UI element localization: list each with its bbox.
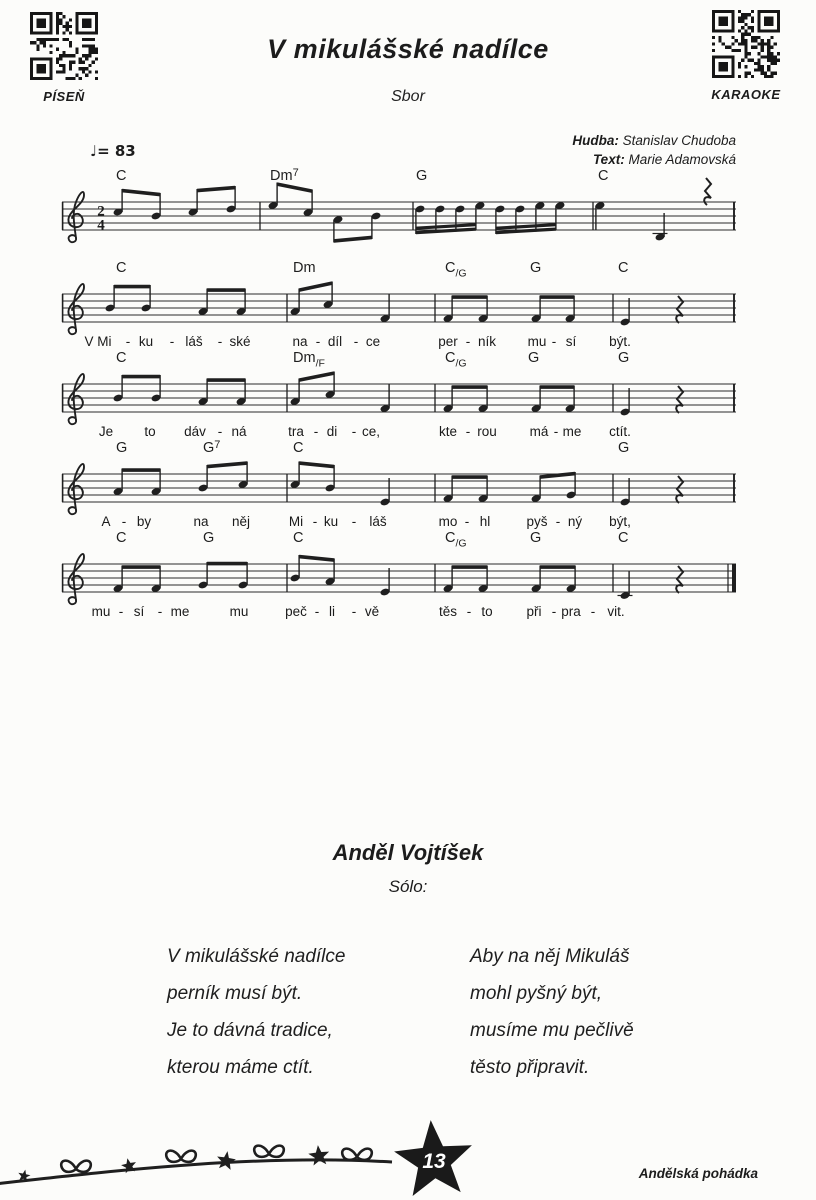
- verse-line: kterou máme ctít.: [167, 1057, 314, 1078]
- lyric-syllable: -: [312, 514, 318, 529]
- verse-line: těsto připravit.: [470, 1057, 590, 1078]
- lyric-syllable: má: [529, 424, 549, 439]
- lyric-syllable: -: [351, 424, 357, 439]
- chord-label: C: [116, 530, 127, 546]
- lyric-syllable: -: [555, 514, 561, 529]
- lyric-syllable: ku: [138, 334, 154, 349]
- chord-label: $G^7$: [203, 439, 221, 456]
- lyric-syllable: -: [169, 334, 175, 349]
- chord-label: C: [293, 530, 304, 546]
- chord-label: Dm: [293, 260, 316, 276]
- chord-label: C: [618, 530, 629, 546]
- lyric-syllable: -: [351, 604, 357, 619]
- lyric-syllable: sí: [133, 604, 145, 619]
- lyric-syllable: -: [314, 604, 320, 619]
- lyric-syllable: -: [121, 514, 127, 529]
- page-number: 13: [422, 1150, 446, 1173]
- lyric-syllable: ce,: [361, 424, 381, 439]
- verse-column-right: [470, 938, 634, 1086]
- bow-icon: [342, 1149, 372, 1160]
- chord-label: C: [116, 168, 127, 184]
- section-subheading: Sólo:: [388, 877, 428, 896]
- lyric-syllable: -: [125, 334, 131, 349]
- chord-label: C: [116, 260, 127, 276]
- credit-text-value: Marie Adamovská: [624, 152, 736, 167]
- treble-clef-icon: [68, 464, 84, 514]
- lyric-syllable: -: [118, 604, 124, 619]
- lyric-syllable: A: [101, 514, 111, 529]
- lyric-syllable: ctít.: [609, 424, 631, 439]
- bow-icon: [61, 1161, 91, 1172]
- lyric-syllable: na: [292, 334, 308, 349]
- star-icon: [217, 1151, 236, 1170]
- lyric-syllable: -: [315, 334, 321, 349]
- music-system-5: [60, 524, 750, 624]
- chord-label: $C_{/G}$: [445, 260, 467, 280]
- lyric-syllable: mu: [527, 334, 547, 349]
- lyric-syllable: vit.: [607, 604, 625, 619]
- chord-label: $C_{/G}$: [445, 350, 467, 370]
- treble-clef-icon: [68, 374, 84, 424]
- bow-icon: [166, 1151, 196, 1162]
- verse-line: musíme mu pečlivě: [470, 1020, 634, 1041]
- quarter-rest-icon: [676, 476, 683, 503]
- lyric-syllable: láš: [185, 334, 203, 349]
- treble-clef-icon: [68, 554, 84, 604]
- lyric-syllable: -: [465, 334, 471, 349]
- lyric-syllable: ná: [231, 424, 247, 439]
- lyric-syllable: pyš: [526, 514, 548, 529]
- quarter-rest-icon: [704, 178, 711, 205]
- lyric-syllable: -: [313, 424, 319, 439]
- lyric-syllable: sí: [565, 334, 577, 349]
- quarter-rest-icon: [676, 386, 683, 413]
- quarter-rest-icon: [676, 566, 683, 593]
- lyric-syllable: di: [326, 424, 338, 439]
- section-heading: Anděl Vojtíšek: [332, 840, 484, 865]
- chord-label: G: [530, 530, 542, 546]
- chord-label: $Dm_{/F}$: [293, 350, 325, 370]
- chord-label: C: [598, 168, 609, 184]
- lyric-syllable: vě: [364, 604, 380, 619]
- quarter-rest-icon: [676, 296, 683, 323]
- lyric-syllable: to: [481, 604, 493, 619]
- lyric-syllable: rou: [477, 424, 497, 439]
- lyric-syllable: ské: [229, 334, 251, 349]
- svg-text:4: 4: [97, 217, 105, 234]
- verse-line: Je to dávná tradice,: [167, 1020, 333, 1041]
- lyric-syllable: -: [157, 604, 163, 619]
- chord-label: G: [618, 440, 630, 456]
- chord-label: G: [116, 440, 128, 456]
- lyric-syllable: tra: [288, 424, 304, 439]
- lyric-syllable: být.: [609, 334, 631, 349]
- treble-clef-icon: [68, 284, 84, 334]
- lyric-syllable: -: [353, 334, 359, 349]
- verse-line: perník musí být.: [167, 983, 303, 1004]
- lyric-syllable: mu: [91, 604, 111, 619]
- lyric-syllable: me: [170, 604, 190, 619]
- svg-text:2: 2: [97, 203, 105, 220]
- lyric-syllable: to: [144, 424, 156, 439]
- chord-label: G: [528, 350, 540, 366]
- chord-label: Dm$^7$: [270, 167, 299, 184]
- lyric-syllable: peč: [285, 604, 307, 619]
- lyric-syllable: me: [562, 424, 582, 439]
- credit-music: [572, 131, 736, 150]
- chord-label: $C_{/G}$: [445, 530, 467, 550]
- credit-music-label: Hudba:: [572, 133, 619, 148]
- lyric-syllable: ce: [365, 334, 381, 349]
- lyric-syllable: díl: [327, 334, 343, 349]
- credit-music-value: Stanislav Chudoba: [618, 133, 736, 148]
- verse-column-left: [167, 938, 345, 1086]
- chord-label: G: [203, 530, 215, 546]
- lyric-syllable: Je: [98, 424, 114, 439]
- lyric-syllable: -: [217, 334, 223, 349]
- book-title: Andělská pohádka: [638, 1166, 758, 1181]
- lyric-syllable: -: [464, 514, 470, 529]
- lyric-syllable: kte: [438, 424, 458, 439]
- verse-line: Aby na něj Mikuláš: [470, 946, 630, 967]
- lyric-syllable: láš: [369, 514, 387, 529]
- lyric-syllable: -: [217, 424, 223, 439]
- lyric-syllable: hl: [479, 514, 491, 529]
- qr-pisen-label: PÍSEŇ: [43, 89, 85, 104]
- lyric-syllable: -: [351, 514, 357, 529]
- lyric-syllable: mo: [438, 514, 458, 529]
- lyric-syllable: něj: [231, 514, 251, 529]
- lyric-syllable: -: [551, 604, 557, 619]
- lyric-syllable: -: [465, 424, 471, 439]
- treble-clef-icon: [68, 192, 84, 242]
- chord-label: G: [530, 260, 542, 276]
- music-system-3: [60, 344, 750, 444]
- lyric-syllable: těs: [438, 604, 458, 619]
- lyric-syllable: -: [466, 604, 472, 619]
- lyric-syllable: ný: [567, 514, 583, 529]
- lyric-syllable: na: [193, 514, 209, 529]
- chord-label: C: [618, 260, 629, 276]
- lyric-syllable: ník: [477, 334, 497, 349]
- chord-label: C: [293, 440, 304, 456]
- music-system-4: [60, 434, 750, 534]
- page-subtitle: Sbor: [391, 88, 425, 105]
- lyric-syllable: mu: [229, 604, 249, 619]
- lyric-syllable: li: [329, 604, 335, 619]
- verse-line: mohl pyšný být,: [470, 983, 602, 1004]
- star-icon: [308, 1145, 329, 1165]
- tempo-marking: ♩= 83: [90, 142, 136, 160]
- page-title: V mikulášské nadílce: [267, 34, 549, 64]
- lyric-syllable: per: [438, 334, 458, 349]
- music-system-2: [60, 254, 750, 354]
- lyric-syllable: pra: [561, 604, 581, 619]
- lyric-syllable: při: [526, 604, 542, 619]
- bow-icon: [254, 1146, 284, 1157]
- lyric-syllable: by: [136, 514, 152, 529]
- chord-label: G: [618, 350, 630, 366]
- star-garland-decoration: [0, 1116, 816, 1200]
- verse-line: V mikulášské nadílce: [167, 946, 346, 967]
- lyric-syllable: -: [553, 424, 559, 439]
- lyric-syllable: V Mi: [84, 334, 112, 349]
- lyric-syllable: dáv: [184, 424, 206, 439]
- qr-karaoke-label: KARAOKE: [711, 87, 781, 102]
- lyric-syllable: -: [551, 334, 557, 349]
- lyric-syllable: Mi: [288, 514, 304, 529]
- lyric-syllable: ku: [323, 514, 339, 529]
- music-system-1: [60, 162, 750, 262]
- lyric-syllable: být,: [609, 514, 631, 529]
- credit-text-label: Text:: [592, 152, 625, 167]
- chord-label: C: [116, 350, 127, 366]
- lyric-syllable: -: [590, 604, 596, 619]
- chord-label: G: [416, 168, 428, 184]
